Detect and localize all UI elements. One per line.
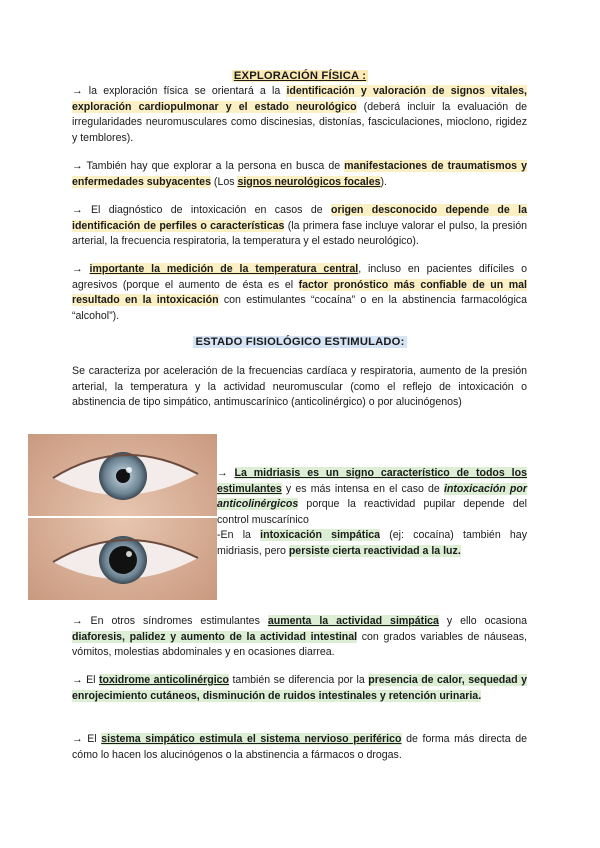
text: El: [82, 733, 102, 745]
highlight: identificación y valoración de signos vitales, exploración cardiopulmonar y el estado neurológico: [72, 85, 527, 113]
text: , incluso en pacientes difíciles o agresivos (porque el aumento de ésta es el: [72, 263, 527, 291]
arrow-icon: →: [217, 467, 235, 479]
text: con grados variables de náuseas, vómitos, molestias abdominales y en ocasiones diarrea.: [72, 630, 527, 659]
text: de forma más directa de cómo lo hacen los alucinógenos o la abstinencia a fármacos o drogas.: [72, 733, 527, 761]
highlight: aumenta la actividad simpática: [267, 615, 439, 627]
paragraph-traumatismos: [72, 159, 527, 190]
highlight: importante la medición de la temperatura central: [89, 263, 359, 275]
arrow-icon: →: [72, 674, 83, 686]
text: con estimulantes “cocaína” o en la abstinencia farmacológica “alcohol”).: [72, 294, 527, 322]
paragraph-temperatura: [72, 262, 527, 324]
arrow-icon: →: [72, 85, 83, 97]
arrow-icon: →: [72, 204, 83, 216]
highlight: intoxicación por anticolinérgicos: [217, 482, 527, 511]
highlight: origen desconocido depende de la identificación de perfiles o características: [72, 204, 527, 232]
text: -En la: [217, 529, 261, 541]
text: El diagnóstico de intoxicación en casos de: [82, 204, 332, 216]
highlight: manifestaciones de traumatismos y enfermedades subyacentes: [72, 160, 527, 188]
highlight: presencia de calor, sequedad y enrojecimiento cutáneos, disminución de ruidos intestinales y retención urinaria.: [72, 674, 528, 702]
heading-text: EXPLORACIÓN FÍSICA :: [233, 70, 367, 82]
text: y es más intensa en el caso de: [281, 482, 444, 495]
highlight: sistema simpático estimula el sistema nervioso periférico: [101, 733, 402, 745]
highlight: factor pronóstico más confiable de un mal resultado en la intoxicación: [72, 278, 527, 307]
highlight: persiste cierta reactividad a la luz.: [288, 544, 461, 557]
text: En otros síndromes estimulantes: [82, 615, 268, 627]
paragraph-intoxicacion-simpatica: [217, 528, 527, 559]
paragraph-diagnostico: [72, 203, 527, 250]
heading-estado-fisiologico: [0, 336, 600, 348]
text: (ej: cocaína) también hay midriasis, pero: [217, 529, 527, 557]
paragraph-estado-estimulado: Se caracteriza por aceleración de la frecuencias cardíaca y respiratoria, aumento de la presión arterial, la temperatura y la actividad neuromuscular (como el reflejo de intoxicación o abstinencia de tipo simpático, antimuscarínico (anticolinérgico) o por alucinógenos): [72, 365, 527, 409]
arrow-icon: →: [72, 615, 83, 627]
text: También hay que explorar a la persona en busca de: [82, 160, 345, 172]
text: la exploración física se orientará a la: [82, 85, 287, 97]
paragraph-sistema-simpatico: [72, 732, 527, 763]
paragraph-toxidrome: [72, 673, 527, 704]
text: (deberá incluir la evaluación de irregularidades neuromusculares como discinesias, distonías, fasciculaciones, mioclono, rigidez y temblores).: [72, 100, 527, 144]
arrow-icon: →: [72, 160, 83, 172]
highlight: La midriasis es un signo característico de todos los estimulantes: [217, 467, 527, 495]
text: El: [82, 674, 99, 686]
text: ).: [380, 175, 387, 188]
text: también se diferencia por la: [229, 674, 369, 686]
text: porque la reactividad pupilar depende del control muscarínico: [217, 498, 527, 526]
paragraph-exploracion: [72, 84, 527, 146]
highlight: intoxicación simpática: [260, 529, 381, 541]
heading-text: ESTADO FISIOLÓGICO ESTIMULADO:: [195, 336, 405, 348]
heading-exploracion-fisica: [0, 70, 600, 82]
paragraph-sindromes-estimulantes: [72, 614, 527, 661]
highlight: diaforesis, palidez y aumento de la actividad intestinal: [72, 630, 358, 643]
highlight: toxidrome anticolinérgico: [98, 674, 230, 686]
arrow-icon: →: [72, 733, 83, 745]
text: (la primera fase incluye valorar el pulso, la presión arterial, la frecuencia respiratoria, la temperatura y el estado neurológico).: [72, 219, 527, 248]
paragraph-midriasis: [217, 466, 527, 528]
arrow-icon: →: [72, 263, 83, 275]
highlight: signos neurológicos focales: [237, 175, 381, 188]
eyes-photo: [28, 434, 217, 600]
text: y ello ocasiona: [438, 615, 527, 627]
text: (Los: [210, 175, 238, 188]
